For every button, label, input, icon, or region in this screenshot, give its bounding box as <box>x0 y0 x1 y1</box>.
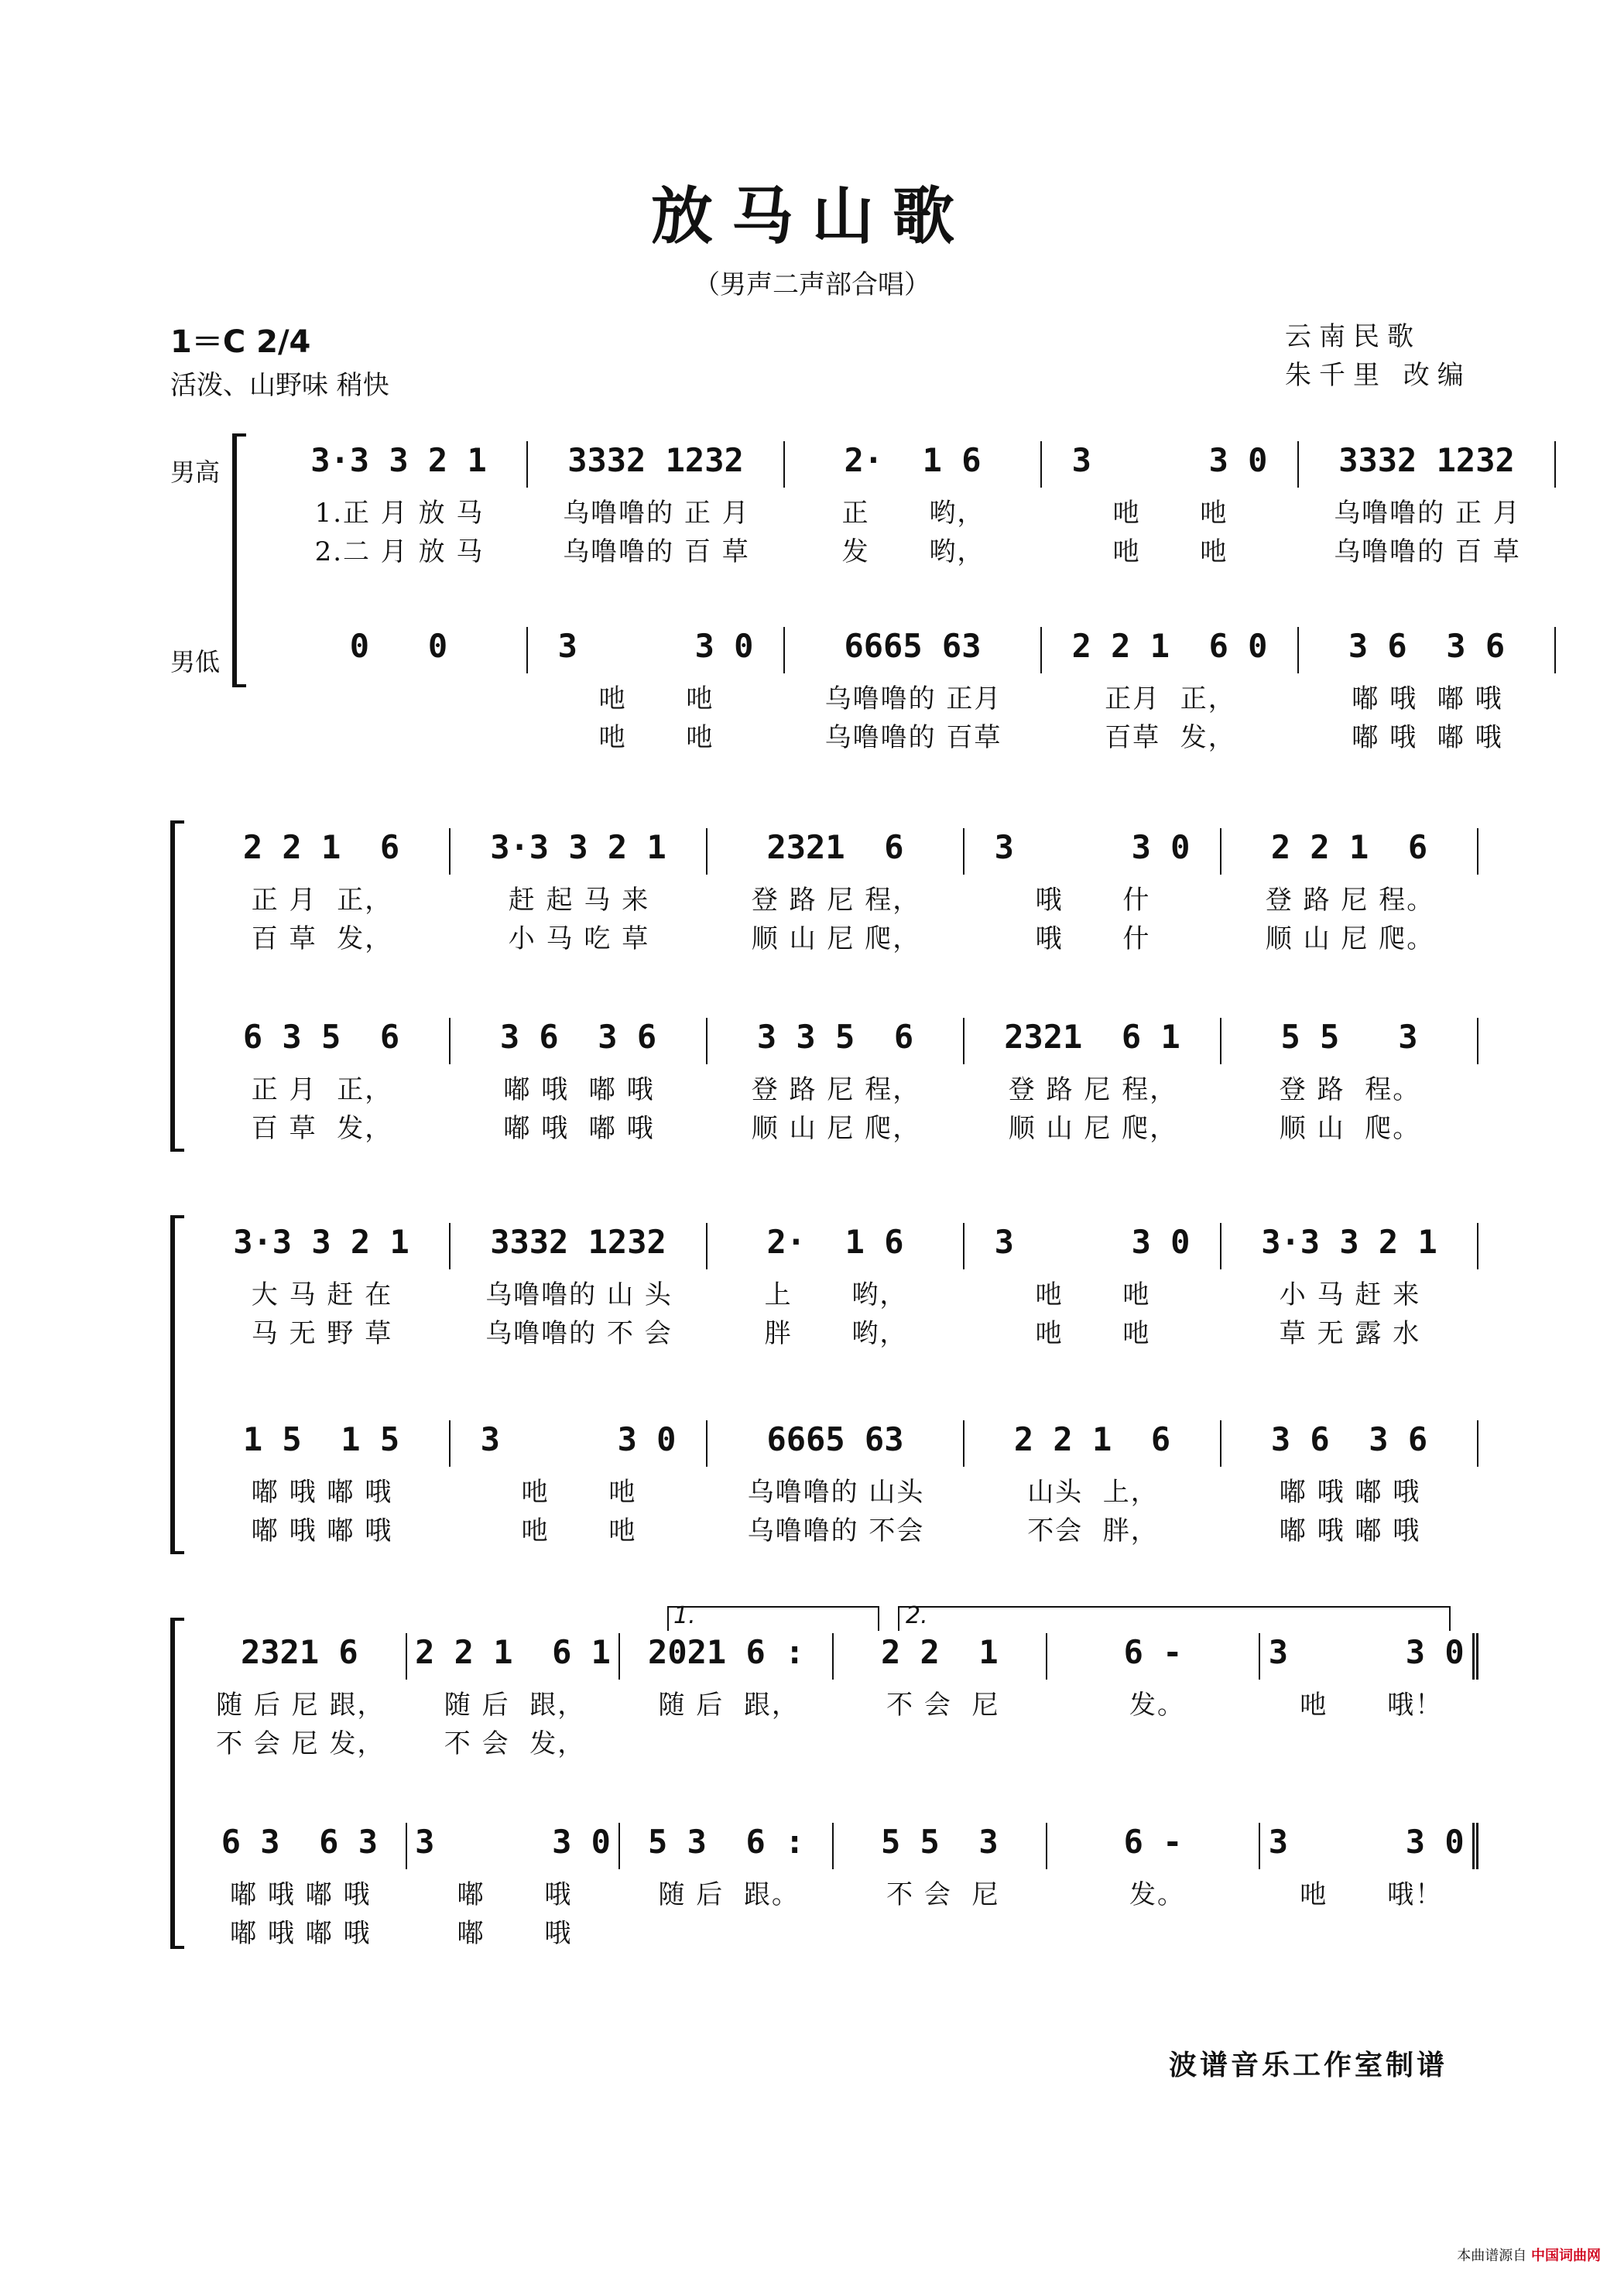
measure: 3 3 0 <box>451 1420 708 1467</box>
measure: 3 3 0 <box>1260 1823 1478 1869</box>
measure: 6 - <box>1047 1823 1261 1869</box>
low-lyrics-1 <box>194 1068 1478 1107</box>
high-lyrics-2 <box>271 530 1556 569</box>
credits <box>1285 317 1472 395</box>
lyric: 吔 吔 <box>1035 1279 1151 1310</box>
lyric: 胖 哟， <box>764 1318 908 1349</box>
lyric <box>836 1722 1050 1761</box>
lyric: 哦 什 <box>1035 885 1151 916</box>
song-subtitle: （男声二声部合唱） <box>694 269 930 300</box>
lyric <box>836 1912 1050 1950</box>
high-notes-row <box>194 1633 1478 1680</box>
measure: 3332 1232 <box>1299 441 1556 488</box>
high-lyrics-1 <box>194 1273 1478 1312</box>
lyric: 吔 吔 <box>1112 536 1228 567</box>
measure: 3 3 5 6 <box>708 1018 964 1064</box>
lyric: 嘟 哦 嘟 哦 <box>251 1477 393 1508</box>
lyric: 吔 吔 <box>1112 498 1228 529</box>
lyric: 发。 <box>1129 1690 1186 1721</box>
lyric <box>1264 1912 1478 1950</box>
lyric: 顺 山 尼 爬， <box>751 923 921 954</box>
measure: 3 3 0 <box>964 828 1221 875</box>
lyric <box>1050 1722 1265 1761</box>
lyric: 百 草 发， <box>251 1113 393 1144</box>
song-title: 放马山歌 <box>651 180 973 252</box>
lyric: 不会 胖， <box>1027 1516 1159 1546</box>
lyric: 1.正 月 放 马 <box>314 498 485 529</box>
lyric: 乌噜噜的 正 月 <box>563 498 750 529</box>
measure: 1 5 1 5 <box>194 1420 451 1467</box>
measure: 6 - <box>1047 1633 1261 1680</box>
lyric <box>622 1912 836 1950</box>
measure: 5 5 3 <box>1221 1018 1478 1064</box>
lyric: 嘟 哦 嘟 哦 <box>230 1879 372 1910</box>
low-notes-row <box>194 1420 1478 1467</box>
lyric: 正 月 正， <box>251 885 393 916</box>
lyric: 嘟 哦 嘟 哦 <box>1279 1516 1421 1546</box>
lyric: 大 马 赶 在 <box>251 1279 393 1310</box>
lyric: 发 哟， <box>841 536 985 567</box>
lyric: 顺 山 尼 爬， <box>1008 1113 1178 1144</box>
lyric: 正 月 正， <box>251 1074 393 1105</box>
lyric: 不 会 尼 <box>886 1690 1000 1721</box>
high-lyrics-1 <box>194 1683 1478 1722</box>
lyric: 嘟 哦 嘟 哦 <box>1279 1477 1421 1508</box>
low-lyrics-1 <box>271 677 1556 716</box>
lyric: 嘟 哦 嘟 哦 <box>1352 722 1503 753</box>
lyric: 随 后 尼 跟， <box>216 1690 385 1721</box>
lyric: 嘟 哦 嘟 哦 <box>1352 683 1503 714</box>
lyric: 嘟 哦 嘟 哦 <box>503 1074 655 1105</box>
engraver-credit: 波谱音乐工作室制谱 <box>1169 2050 1448 2081</box>
measure: 2 2 1 6 <box>194 828 451 875</box>
low-lyrics-2 <box>271 716 1556 755</box>
high-lyrics-2 <box>194 917 1478 956</box>
lyric: 顺 山 尼 爬， <box>751 1113 921 1144</box>
lyric: 正月 正， <box>1105 683 1236 714</box>
low-notes-row <box>194 1823 1478 1869</box>
lyric: 乌噜噜的 百草 <box>824 722 1002 753</box>
measure: 5 5 3 <box>834 1823 1047 1869</box>
low-lyrics-2 <box>194 1107 1478 1146</box>
lyric: 顺 山 爬。 <box>1279 1113 1421 1144</box>
lyric: 正 哟， <box>841 498 985 529</box>
lyric: 发。 <box>1129 1879 1186 1910</box>
system-brace <box>170 1215 184 1554</box>
lyric: 随 后 跟， <box>658 1690 800 1721</box>
lyric: 2.二 月 放 马 <box>314 536 485 567</box>
ending-1-bracket <box>667 1606 879 1631</box>
credit-arranger: 朱千里 改编 <box>1285 360 1472 391</box>
high-lyrics-2 <box>194 1722 1478 1761</box>
lyric: 嘟 哦 <box>457 1879 573 1910</box>
lyric <box>622 1722 836 1761</box>
lyric: 小 马 赶 来 <box>1279 1279 1421 1310</box>
measure: 2 2 1 6 <box>1221 828 1478 875</box>
measure: 3·3 3 2 1 <box>194 1223 451 1269</box>
system-brace <box>232 433 246 687</box>
credit-origin: 云南民歌 <box>1285 321 1421 352</box>
lyric: 嘟 哦 嘟 哦 <box>230 1918 372 1949</box>
measure: 6665 63 <box>708 1420 964 1467</box>
measure: 2· 1 6 <box>708 1223 964 1269</box>
measure: 3 3 0 <box>964 1223 1221 1269</box>
high-lyrics-2 <box>194 1312 1478 1351</box>
measure: 3·3 3 2 1 <box>451 828 708 875</box>
lyric: 登 路 尼 程， <box>1008 1074 1178 1105</box>
lyric <box>271 677 528 716</box>
low-notes-row <box>194 1018 1478 1064</box>
lyric: 百 草 发， <box>251 923 393 954</box>
system-brace <box>170 1618 184 1949</box>
lyric: 不 会 尼 <box>886 1879 1000 1910</box>
measure: 3·3 3 2 1 <box>1221 1223 1478 1269</box>
lyric: 随 后 跟， <box>444 1690 586 1721</box>
measure: 3 3 0 <box>528 627 785 673</box>
lyric: 吔 吔 <box>598 683 714 714</box>
measure: 3·3 3 2 1 <box>271 441 528 488</box>
high-notes-row <box>194 828 1478 875</box>
high-notes-row <box>194 1223 1478 1269</box>
lyric: 小 马 吃 草 <box>508 923 650 954</box>
measure: 2 2 1 6 <box>964 1420 1221 1467</box>
lyric: 吔 吔 <box>521 1477 637 1508</box>
measure: 3 3 0 <box>1260 1633 1478 1680</box>
lyric: 吔 哦！ <box>1300 1879 1444 1910</box>
lyric: 不 会 发， <box>444 1728 586 1759</box>
lyric: 吔 吔 <box>1035 1318 1151 1349</box>
measure: 5 3 6 : <box>620 1823 834 1869</box>
lyric: 乌噜噜的 山 头 <box>485 1279 673 1310</box>
measure: 2 2 1 6 0 <box>1042 627 1299 673</box>
measure: 6665 63 <box>785 627 1042 673</box>
lyric: 百草 发， <box>1105 722 1236 753</box>
tempo-marking: 活泼、山野味 稍快 <box>170 370 389 401</box>
lyric: 哦 什 <box>1035 923 1151 954</box>
part-label-high: 男高 <box>170 457 221 487</box>
measure: 2 2 1 <box>834 1633 1047 1680</box>
measure: 3 6 3 6 <box>1299 627 1556 673</box>
ending-2-bracket <box>898 1606 1451 1631</box>
lyric: 乌噜噜的 不 会 <box>485 1318 673 1349</box>
lyric: 乌噜噜的 正 月 <box>1334 498 1521 529</box>
measure: 3332 1232 <box>528 441 785 488</box>
source-prefix: 本曲谱源自 <box>1457 2248 1527 2264</box>
ending-1-label: 1. <box>673 1602 696 1629</box>
lyric: 随 后 跟。 <box>658 1879 800 1910</box>
measure: 3 3 0 <box>407 1823 621 1869</box>
lyric: 吔 哦！ <box>1300 1690 1444 1721</box>
ending-2-label: 2. <box>906 1602 928 1629</box>
measure: 2 2 1 6 1 <box>407 1633 621 1680</box>
measure: 2321 6 <box>194 1633 407 1680</box>
high-notes-row <box>271 441 1556 488</box>
low-notes-row <box>271 627 1556 673</box>
measure: 3 3 0 <box>1042 441 1299 488</box>
high-lyrics-1 <box>194 878 1478 917</box>
lyric: 乌噜噜的 百 草 <box>1334 536 1521 567</box>
lyric: 乌噜噜的 不会 <box>747 1516 925 1546</box>
measure: 2021 6 : <box>620 1633 834 1680</box>
low-lyrics-2 <box>194 1912 1478 1950</box>
lyric: 吔 吔 <box>521 1516 637 1546</box>
system-brace <box>170 820 184 1152</box>
lyric: 草 无 露 水 <box>1279 1318 1421 1349</box>
measure: 6 3 5 6 <box>194 1018 451 1064</box>
source-brand-link[interactable]: 中国词曲网 <box>1531 2248 1601 2264</box>
lyric: 马 无 野 草 <box>251 1318 393 1349</box>
lyric: 嘟 哦 嘟 哦 <box>503 1113 655 1144</box>
low-lyrics-1 <box>194 1873 1478 1912</box>
lyric <box>271 716 528 755</box>
lyric: 山头 上， <box>1027 1477 1159 1508</box>
lyric: 乌噜噜的 正月 <box>824 683 1002 714</box>
measure: 2321 6 <box>708 828 964 875</box>
lyric: 登 路 程。 <box>1279 1074 1421 1105</box>
lyric: 乌噜噜的 百 草 <box>563 536 750 567</box>
measure: 3 6 3 6 <box>1221 1420 1478 1467</box>
measure: 0 0 <box>271 627 528 673</box>
measure: 3 6 3 6 <box>451 1018 708 1064</box>
low-lyrics-2 <box>194 1509 1478 1548</box>
lyric: 嘟 哦 <box>457 1918 573 1949</box>
lyric: 顺 山 尼 爬。 <box>1265 923 1435 954</box>
lyric: 赶 起 马 来 <box>508 885 650 916</box>
measure: 2321 6 1 <box>964 1018 1221 1064</box>
lyric: 不 会 尼 发， <box>216 1728 385 1759</box>
low-lyrics-1 <box>194 1471 1478 1509</box>
high-lyrics-1 <box>271 491 1556 530</box>
lyric: 乌噜噜的 山头 <box>747 1477 925 1508</box>
lyric <box>1264 1722 1478 1761</box>
source-note <box>1457 2245 1601 2265</box>
lyric: 嘟 哦 嘟 哦 <box>251 1516 393 1546</box>
measure: 2· 1 6 <box>785 441 1042 488</box>
measure: 3332 1232 <box>451 1223 708 1269</box>
lyric: 登 路 尼 程， <box>751 1074 921 1105</box>
lyric: 登 路 尼 程。 <box>1265 885 1435 916</box>
measure: 6 3 6 3 <box>194 1823 407 1869</box>
lyric: 上 哟， <box>764 1279 908 1310</box>
lyric <box>1050 1912 1265 1950</box>
key-signature: 1＝C 2/4 <box>170 324 311 360</box>
lyric: 登 路 尼 程， <box>751 885 921 916</box>
lyric: 吔 吔 <box>598 722 714 753</box>
part-label-low: 男低 <box>170 647 221 676</box>
